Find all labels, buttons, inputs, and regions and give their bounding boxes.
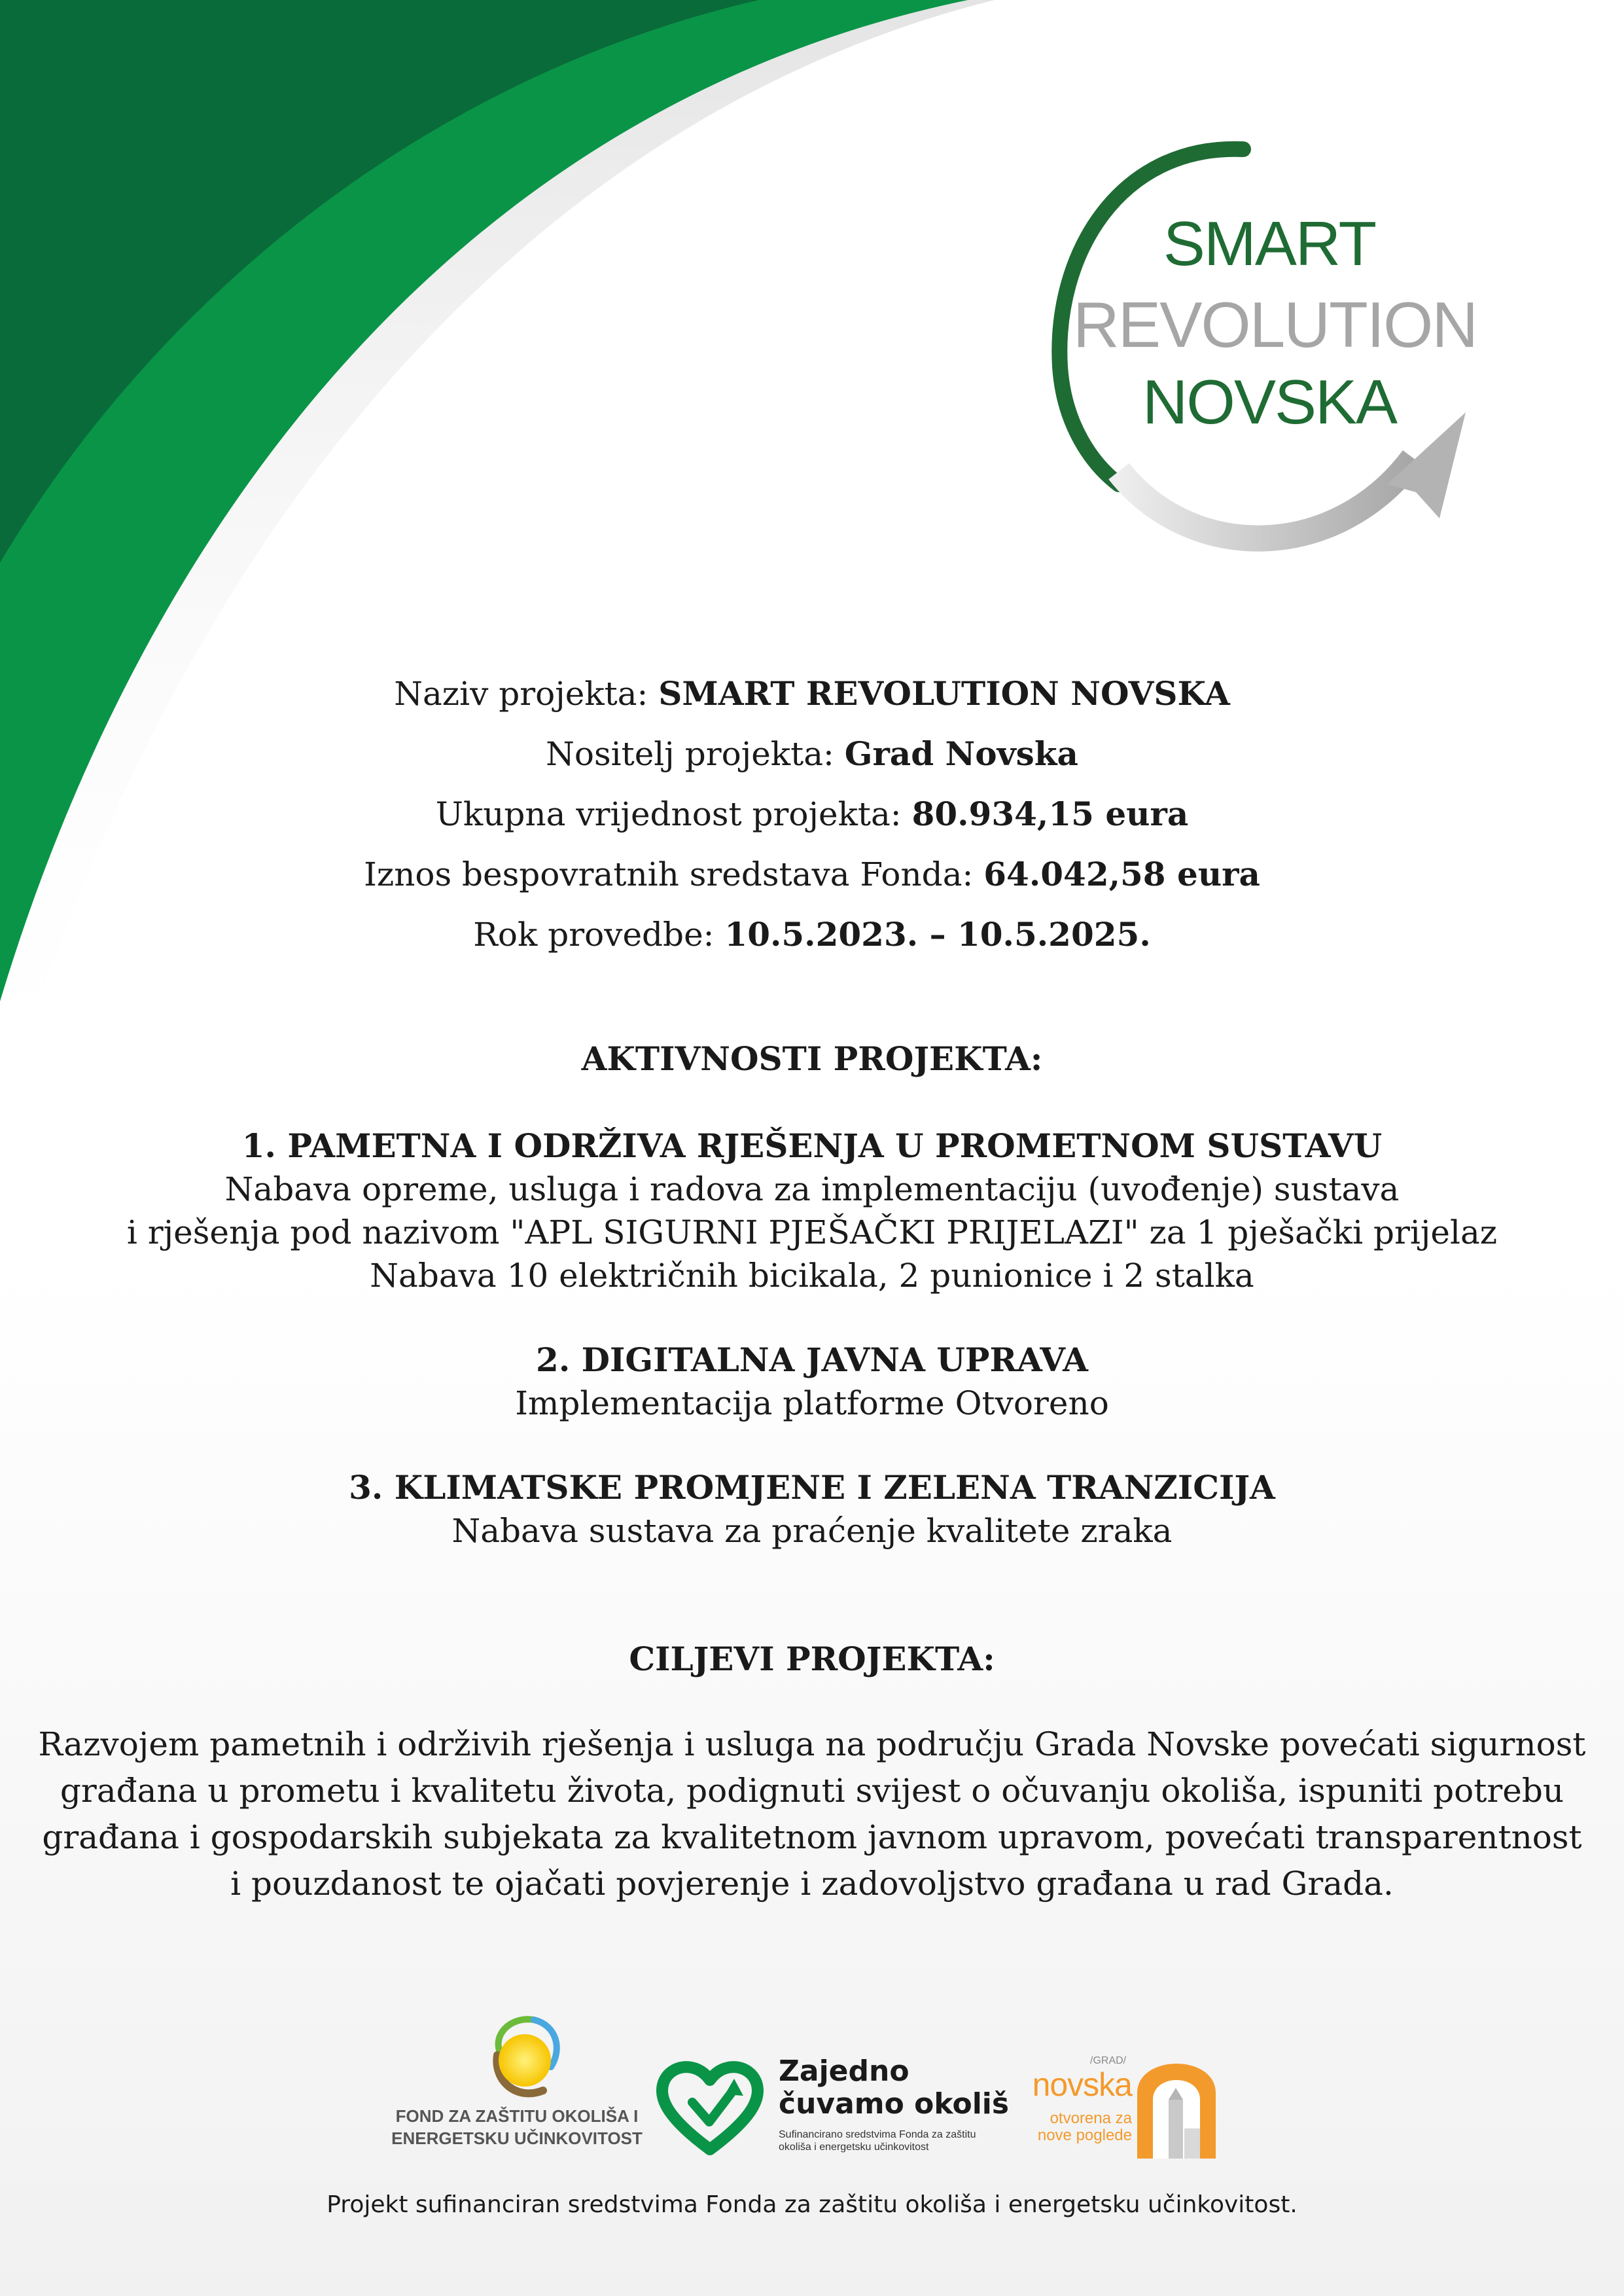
- zco-subtitle: Sufinancirano sredstvima Fonda za zaštitu okoliša i energetsku učinkovitost: [779, 2129, 976, 2153]
- green-heart-recycle-icon: [654, 2059, 766, 2157]
- grad-novska-logo: [1027, 2055, 1237, 2166]
- logo-word-novska: NOVSKA: [1142, 367, 1397, 437]
- project-name: SMART REVOLUTION NOVSKA: [658, 674, 1230, 713]
- project-info: [0, 664, 1624, 965]
- activities-title: AKTIVNOSTI PROJEKTA:: [581, 1039, 1043, 1078]
- fzoeu-sun-icon: [380, 2009, 654, 2108]
- activity-3: 3. KLIMATSKE PROMJENE I ZELENA TRANZICIJA Nabava sustava za praćenje kvalitete zraka: [0, 1466, 1624, 1552]
- project-period-row: Rok provedbe: 10.5.2023. – 10.5.2025.: [473, 915, 1151, 954]
- activity-2: 2. DIGITALNA JAVNA UPRAVA Implementacija platforme Otvoreno: [0, 1338, 1624, 1425]
- orange-arch-church-icon: [1137, 2060, 1216, 2159]
- project-holder: Grad Novska: [844, 734, 1078, 773]
- zco-title: Zajedno čuvamo okoliš: [779, 2054, 1010, 2121]
- zajedno-cuvamo-okolis-logo: [648, 2055, 1014, 2166]
- goals-text: Razvojem pametnih i održivih rješenja i usluga na području Grada Novske povećati sigurnost građana u prometu i kvalitetu života, podignuti svijest o očuvanju okoliša, ispuniti potrebu građana i gospodarskih subjekata za kvalitetnom javnom upravom, povećati transparentnost i pouzdanost te ojačati povjerenje i zadovoljstvo građana u rad Grada.: [38, 1725, 1586, 1903]
- logo-word-revolution: REVOLUTION: [1073, 289, 1477, 361]
- activity-1-title: 1. PAMETNA I ODRŽIVA RJEŠENJA U PROMETNOM SUSTAVU: [241, 1126, 1383, 1165]
- project-total-value: 80.934,15 eura: [911, 795, 1189, 833]
- project-total-row: Ukupna vrijednost projekta: 80.934,15 eura: [435, 795, 1189, 833]
- goals-title: CILJEVI PROJEKTA:: [629, 1640, 995, 1678]
- fzoeu-logo-text: FOND ZA ZAŠTITU OKOLIŠA I ENERGETSKU UČINKOVITOST: [391, 2106, 643, 2148]
- logo-word-smart: SMART: [1163, 209, 1376, 279]
- novska-grad-label: /GRAD/: [1090, 2055, 1127, 2066]
- activity-2-title: 2. DIGITALNA JAVNA UPRAVA: [536, 1340, 1088, 1379]
- novska-name: novska: [1032, 2066, 1132, 2103]
- footer-logos: [0, 2009, 1624, 2166]
- project-grant-value: 64.042,58 eura: [983, 855, 1260, 893]
- activity-3-title: 3. KLIMATSKE PROMJENE I ZELENA TRANZICIJA: [349, 1468, 1275, 1507]
- novska-slogan: otvorena za nove poglede: [1037, 2109, 1132, 2144]
- project-name-row: Naziv projekta: SMART REVOLUTION NOVSKA: [394, 674, 1230, 713]
- fzoeu-logo: [380, 2009, 654, 2166]
- funding-caption: Projekt sufinanciran sredstvima Fonda za zaštitu okoliša i energetsku učinkovitost.: [327, 2191, 1297, 2218]
- project-period: 10.5.2023. – 10.5.2025.: [724, 915, 1151, 954]
- project-holder-row: Nositelj projekta: Grad Novska: [546, 734, 1078, 773]
- project-grant-row: Iznos bespovratnih sredstava Fonda: 64.042,58 eura: [364, 855, 1260, 893]
- activity-1: 1. PAMETNA I ODRŽIVA RJEŠENJA U PROMETNOM SUSTAVU Nabava opreme, usluga i radova za implementaciju (uvođenje) sustava i rješenja pod nazivom "APL SIGURNI PJEŠAČKI PRIJELAZI" za 1 pješački prijelaz Nabava 10 električnih bicikala, 2 punionice i 2 stalka: [0, 1124, 1624, 1297]
